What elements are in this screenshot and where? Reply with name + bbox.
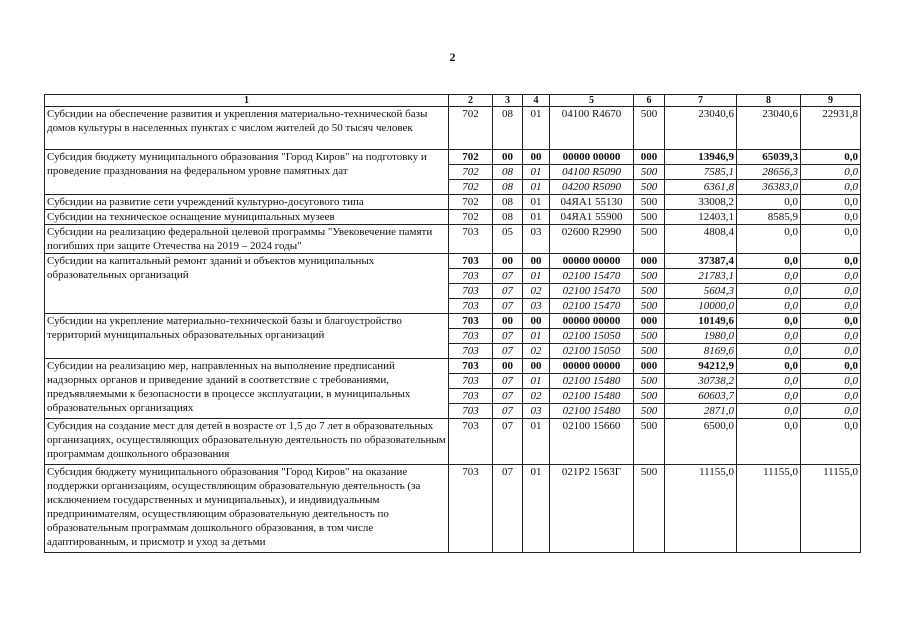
- cell-c9: 0,0: [801, 284, 861, 299]
- cell-c8: 0,0: [737, 299, 801, 314]
- cell-c7: 4808,4: [665, 225, 737, 254]
- cell-c5: 04ЯА1 55130: [550, 195, 634, 210]
- cell-c8: 11155,0: [737, 465, 801, 553]
- cell-c5: 02100 15470: [550, 299, 634, 314]
- cell-c7: 2871,0: [665, 404, 737, 419]
- cell-c2: 703: [449, 314, 493, 329]
- cell-c6: 500: [634, 225, 665, 254]
- cell-c7: 5604,3: [665, 284, 737, 299]
- cell-c3: 08: [493, 195, 523, 210]
- column-number: 7: [665, 95, 737, 107]
- cell-c2: 703: [449, 254, 493, 269]
- cell-c9: 0,0: [801, 195, 861, 210]
- cell-c4: 01: [523, 465, 550, 553]
- cell-c8: 0,0: [737, 359, 801, 374]
- cell-c5: 02100 15470: [550, 269, 634, 284]
- cell-c5: 02100 15050: [550, 344, 634, 359]
- cell-c6: 500: [634, 165, 665, 180]
- cell-c3: 05: [493, 225, 523, 254]
- cell-c5: 02100 15480: [550, 389, 634, 404]
- cell-c5: 04ЯА1 55900: [550, 210, 634, 225]
- table-row: [45, 225, 861, 254]
- column-number: 9: [801, 95, 861, 107]
- cell-c4: 03: [523, 404, 550, 419]
- cell-c4: 01: [523, 195, 550, 210]
- cell-c6: 500: [634, 195, 665, 210]
- cell-c2: 702: [449, 180, 493, 195]
- cell-c4: 01: [523, 329, 550, 344]
- cell-c8: 0,0: [737, 269, 801, 284]
- cell-c9: 11155,0: [801, 465, 861, 553]
- cell-c9: 0,0: [801, 210, 861, 225]
- cell-c8: 0,0: [737, 329, 801, 344]
- cell-c7: 23040,6: [665, 107, 737, 150]
- cell-c6: 500: [634, 404, 665, 419]
- cell-c9: 0,0: [801, 254, 861, 269]
- table-row: [45, 150, 861, 165]
- cell-c5: 00000 00000: [550, 254, 634, 269]
- cell-c7: 1980,0: [665, 329, 737, 344]
- column-number: 4: [523, 95, 550, 107]
- table-row: [45, 254, 861, 269]
- cell-c7: 33008,2: [665, 195, 737, 210]
- cell-c7: 11155,0: [665, 465, 737, 553]
- cell-c7: 12403,1: [665, 210, 737, 225]
- cell-c7: 8169,6: [665, 344, 737, 359]
- cell-c9: 0,0: [801, 329, 861, 344]
- cell-c9: 0,0: [801, 374, 861, 389]
- cell-c5: 04100 R5090: [550, 165, 634, 180]
- cell-c7: 21783,1: [665, 269, 737, 284]
- cell-c6: 500: [634, 465, 665, 553]
- cell-c3: 07: [493, 344, 523, 359]
- cell-c6: 000: [634, 314, 665, 329]
- cell-c4: 00: [523, 359, 550, 374]
- cell-c2: 703: [449, 359, 493, 374]
- cell-c3: 07: [493, 419, 523, 465]
- cell-c4: 03: [523, 225, 550, 254]
- cell-c9: 0,0: [801, 404, 861, 419]
- cell-c7: 60603,7: [665, 389, 737, 404]
- cell-c3: 08: [493, 165, 523, 180]
- cell-c4: 00: [523, 314, 550, 329]
- cell-c6: 500: [634, 180, 665, 195]
- cell-c3: 00: [493, 150, 523, 165]
- cell-c5: 00000 00000: [550, 150, 634, 165]
- column-number: 1: [45, 95, 449, 107]
- cell-c6: 500: [634, 374, 665, 389]
- cell-c3: 00: [493, 359, 523, 374]
- item-description: Субсидии на реализацию мер, направленных на выполнение предписаний надзорных органов и приведение зданий в соответствие с требованиями, предъявляемыми к безопасности в процессе эксплуатации, в муниципальных образовательных организациях: [45, 359, 449, 419]
- cell-c9: 0,0: [801, 419, 861, 465]
- cell-c7: 13946,9: [665, 150, 737, 165]
- cell-c2: 703: [449, 419, 493, 465]
- cell-c8: 36383,0: [737, 180, 801, 195]
- cell-c3: 07: [493, 389, 523, 404]
- cell-c5: 02100 15480: [550, 404, 634, 419]
- table-row: [45, 465, 861, 553]
- cell-c9: 0,0: [801, 180, 861, 195]
- cell-c8: 0,0: [737, 254, 801, 269]
- cell-c2: 703: [449, 225, 493, 254]
- cell-c4: 02: [523, 389, 550, 404]
- cell-c6: 500: [634, 389, 665, 404]
- cell-c2: 703: [449, 344, 493, 359]
- item-description: Субсидии на реализацию федеральной целевой программы "Увековечение памяти погибших при защите Отечества на 2019 – 2024 годы": [45, 225, 449, 254]
- cell-c2: 702: [449, 165, 493, 180]
- cell-c8: 0,0: [737, 419, 801, 465]
- table-row: [45, 210, 861, 225]
- cell-c8: 65039,3: [737, 150, 801, 165]
- cell-c9: 0,0: [801, 344, 861, 359]
- cell-c3: 00: [493, 314, 523, 329]
- cell-c7: 30738,2: [665, 374, 737, 389]
- column-number-row: [45, 95, 861, 107]
- cell-c6: 500: [634, 299, 665, 314]
- cell-c5: 02100 15660: [550, 419, 634, 465]
- cell-c8: 0,0: [737, 344, 801, 359]
- cell-c5: 02100 15050: [550, 329, 634, 344]
- cell-c4: 02: [523, 284, 550, 299]
- cell-c5: 02600 R2990: [550, 225, 634, 254]
- table-row: [45, 314, 861, 329]
- column-number: 2: [449, 95, 493, 107]
- budget-table: [44, 94, 861, 553]
- item-description: Субсидия на создание мест для детей в возрасте от 1,5 до 7 лет в образовательных организациях, осуществляющих образовательную деятельность по образовательным программам дошкольного образования: [45, 419, 449, 465]
- cell-c5: 00000 00000: [550, 359, 634, 374]
- column-number: 5: [550, 95, 634, 107]
- cell-c8: 23040,6: [737, 107, 801, 150]
- cell-c6: 000: [634, 254, 665, 269]
- cell-c3: 07: [493, 374, 523, 389]
- page-number: 2: [449, 50, 456, 64]
- cell-c7: 94212,9: [665, 359, 737, 374]
- table-row: [45, 359, 861, 374]
- cell-c9: 22931,8: [801, 107, 861, 150]
- cell-c2: 703: [449, 374, 493, 389]
- cell-c6: 000: [634, 359, 665, 374]
- cell-c3: 08: [493, 180, 523, 195]
- table-row: [45, 107, 861, 150]
- cell-c8: 0,0: [737, 225, 801, 254]
- cell-c8: 0,0: [737, 314, 801, 329]
- cell-c6: 500: [634, 210, 665, 225]
- cell-c6: 000: [634, 150, 665, 165]
- cell-c8: 0,0: [737, 389, 801, 404]
- cell-c2: 703: [449, 329, 493, 344]
- column-number: 6: [634, 95, 665, 107]
- cell-c4: 01: [523, 107, 550, 150]
- table-row: [45, 195, 861, 210]
- cell-c2: 703: [449, 404, 493, 419]
- cell-c4: 01: [523, 165, 550, 180]
- cell-c3: 07: [493, 269, 523, 284]
- cell-c8: 0,0: [737, 404, 801, 419]
- cell-c8: 8585,9: [737, 210, 801, 225]
- cell-c3: 00: [493, 254, 523, 269]
- cell-c8: 28656,3: [737, 165, 801, 180]
- table-row: [45, 419, 861, 465]
- cell-c6: 500: [634, 344, 665, 359]
- cell-c4: 00: [523, 254, 550, 269]
- cell-c6: 500: [634, 329, 665, 344]
- item-description: Субсидии на техническое оснащение муниципальных музеев: [45, 210, 449, 225]
- cell-c3: 07: [493, 299, 523, 314]
- cell-c3: 07: [493, 329, 523, 344]
- cell-c7: 10000,0: [665, 299, 737, 314]
- cell-c3: 07: [493, 284, 523, 299]
- item-description: Субсидия бюджету муниципального образования "Город Киров" на оказание поддержки организациям, осуществляющим образовательную деятельность (за исключением государственных и муниципальных), и индивидуальным предпринимателям, осуществляющим образовательную деятельность по образовательным программам дошкольного образования, в том числе адаптированным, и присмотр и уход за детьми: [45, 465, 449, 553]
- cell-c9: 0,0: [801, 150, 861, 165]
- cell-c2: 703: [449, 389, 493, 404]
- cell-c9: 0,0: [801, 225, 861, 254]
- cell-c5: 021Р2 1563Г: [550, 465, 634, 553]
- table-body: [45, 107, 861, 553]
- cell-c7: 10149,6: [665, 314, 737, 329]
- cell-c8: 0,0: [737, 284, 801, 299]
- cell-c3: 08: [493, 107, 523, 150]
- cell-c8: 0,0: [737, 195, 801, 210]
- item-description: Субсидия бюджету муниципального образования "Город Киров" на подготовку и проведение празднования на федеральном уровне памятных дат: [45, 150, 449, 195]
- cell-c9: 0,0: [801, 389, 861, 404]
- cell-c9: 0,0: [801, 299, 861, 314]
- item-description: Субсидии на капитальный ремонт зданий и объектов муниципальных образовательных организаций: [45, 254, 449, 314]
- cell-c4: 01: [523, 180, 550, 195]
- item-description: Субсидии на обеспечение развития и укрепления материально-технической базы домов культуры в населенных пунктах с числом жителей до 50 тысяч человек: [45, 107, 449, 150]
- cell-c3: 08: [493, 210, 523, 225]
- cell-c9: 0,0: [801, 314, 861, 329]
- cell-c2: 702: [449, 107, 493, 150]
- cell-c9: 0,0: [801, 165, 861, 180]
- cell-c7: 37387,4: [665, 254, 737, 269]
- cell-c4: 01: [523, 210, 550, 225]
- cell-c9: 0,0: [801, 269, 861, 284]
- cell-c6: 500: [634, 284, 665, 299]
- cell-c2: 703: [449, 284, 493, 299]
- cell-c4: 02: [523, 344, 550, 359]
- cell-c5: 02100 15480: [550, 374, 634, 389]
- cell-c7: 6361,8: [665, 180, 737, 195]
- cell-c4: 01: [523, 269, 550, 284]
- cell-c4: 01: [523, 419, 550, 465]
- cell-c3: 07: [493, 465, 523, 553]
- column-number: 8: [737, 95, 801, 107]
- cell-c3: 07: [493, 404, 523, 419]
- cell-c2: 703: [449, 465, 493, 553]
- cell-c5: 04100 R4670: [550, 107, 634, 150]
- cell-c9: 0,0: [801, 359, 861, 374]
- cell-c5: 02100 15470: [550, 284, 634, 299]
- cell-c6: 500: [634, 419, 665, 465]
- cell-c7: 6500,0: [665, 419, 737, 465]
- cell-c6: 500: [634, 269, 665, 284]
- item-description: Субсидии на развитие сети учреждений культурно-досугового типа: [45, 195, 449, 210]
- item-description: Субсидии на укрепление материально-технической базы и благоустройство территорий муниципальных образовательных организаций: [45, 314, 449, 359]
- cell-c2: 702: [449, 195, 493, 210]
- cell-c4: 01: [523, 374, 550, 389]
- cell-c2: 703: [449, 299, 493, 314]
- cell-c2: 702: [449, 210, 493, 225]
- cell-c2: 702: [449, 150, 493, 165]
- cell-c5: 00000 00000: [550, 314, 634, 329]
- cell-c2: 703: [449, 269, 493, 284]
- cell-c7: 7585,1: [665, 165, 737, 180]
- cell-c4: 03: [523, 299, 550, 314]
- cell-c8: 0,0: [737, 374, 801, 389]
- column-number: 3: [493, 95, 523, 107]
- cell-c5: 04200 R5090: [550, 180, 634, 195]
- cell-c6: 500: [634, 107, 665, 150]
- cell-c4: 00: [523, 150, 550, 165]
